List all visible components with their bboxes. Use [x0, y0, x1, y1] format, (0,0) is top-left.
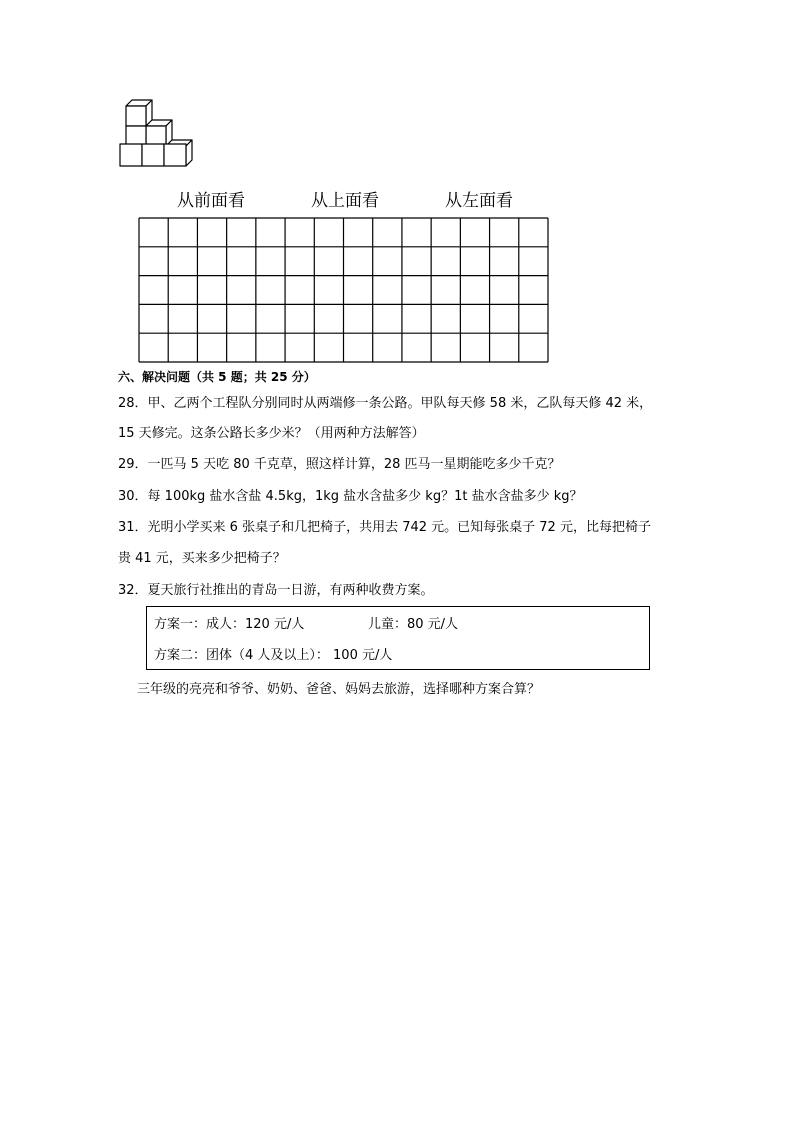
view-label-front: 从前面看: [177, 191, 245, 211]
question-31-line-2: 贵 41 元，买来多少把椅子？: [118, 551, 286, 566]
question-31-line-1: 31．光明小学买来 6 张桌子和几把椅子，共用去 742 元。已知每张桌子 72 元，比每把椅子: [118, 520, 651, 535]
drawing-grid: [138, 217, 549, 363]
plan-1-adult: 方案一：成人：120 元/人: [154, 617, 305, 632]
view-label-top: 从上面看: [311, 191, 379, 211]
question-29: 29．一匹马 5 天吃 80 千克草，照这样计算，28 匹马一星期能吃多少千克？: [118, 457, 561, 472]
question-28-line-2: 15 天修完。这条公路长多少米？（用两种方法解答）: [118, 426, 425, 441]
question-30: 30．每 100kg 盐水含盐 4.5kg，1kg 盐水含盐多少 kg？1t 盐水含盐多少 kg？: [118, 489, 583, 504]
cube-stack-figure: [118, 98, 198, 176]
view-label-left: 从左面看: [445, 191, 513, 211]
section-title: 六、解决问题（共 5 题；共 25 分）: [118, 370, 316, 384]
question-28-line-1: 28．甲、乙两个工程队分别同时从两端修一条公路。甲队每天修 58 米，乙队每天修 42 米，: [118, 396, 653, 411]
plan-2-group: 方案二：团体（4 人及以上）： 100 元/人: [154, 648, 393, 663]
pricing-plans-box: [146, 606, 650, 670]
question-32: 32．夏天旅行社推出的青岛一日游，有两种收费方案。: [118, 583, 434, 598]
plan-1-child: 儿童：80 元/人: [368, 617, 459, 632]
question-32-followup: 三年级的亮亮和爷爷、奶奶、爸爸、妈妈去旅游，选择哪种方案合算？: [137, 682, 541, 697]
